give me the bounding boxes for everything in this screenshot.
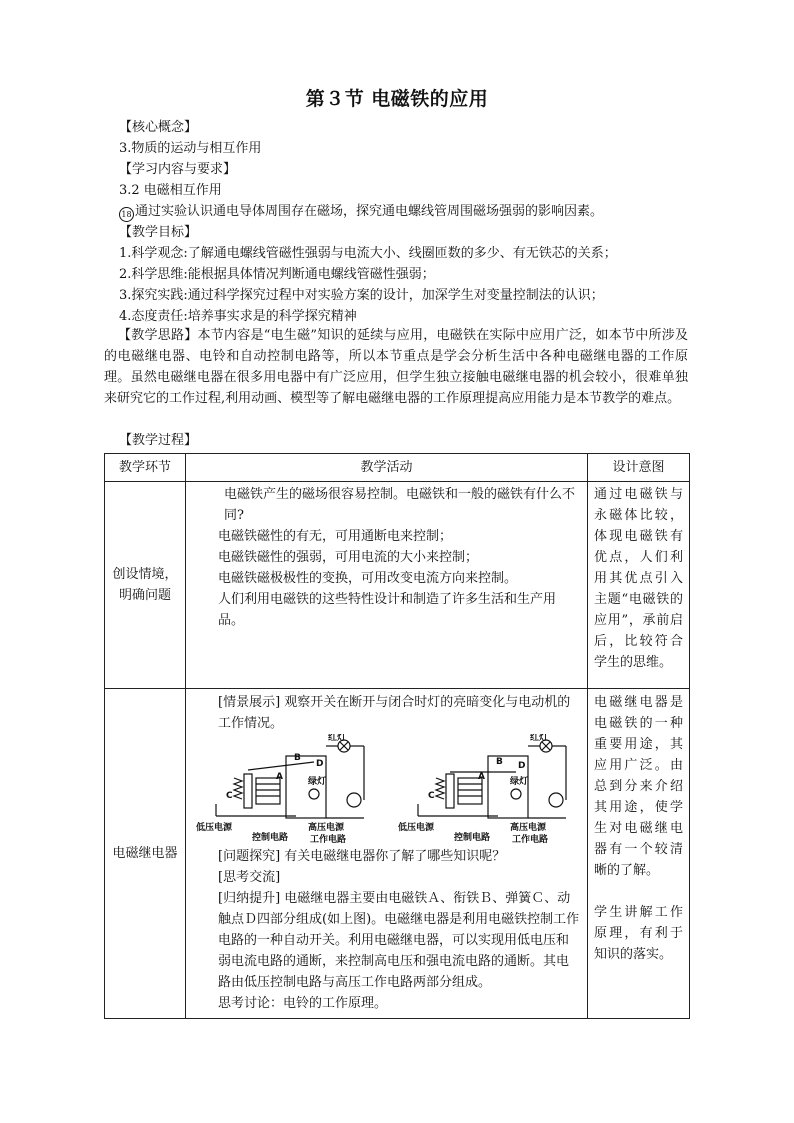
fig-label-control: 控制电路 [454,833,491,843]
row2-stage: 电磁继电器 [105,689,186,1019]
goal-item-1: 1.科学观念:了解通电螺线管磁性强弱与电流大小、线圈匝数的多少、有无铁芯的关系； [119,246,617,261]
fig-label-low-source: 低压电源 [398,823,435,833]
requirements-heading: 【学习内容与要求】 [119,162,237,177]
row1-activity-line: 电磁铁磁极极性的变换，可用改变电流方向来控制。 [218,571,518,586]
header-stage: 教学环节 [105,454,186,482]
row1-stage: 创设情境，明确问题 [105,482,186,689]
discussion-text: 思考讨论：电铃的工作原理。 [218,996,388,1011]
fig-label-low-source: 低压电源 [196,823,233,833]
goals-heading: 【教学目标】 [119,225,198,240]
row2-design-1: 电磁继电器是电磁铁的一种重要用途，其应用广泛。由总到分来介绍其用途，使学生对电磁继电器有一个较清晰的了解。 [594,695,683,878]
fig-label-high-source: 高压电源 [510,823,547,833]
fig-label-work: 工作电路 [310,835,347,845]
row1-design: 通过电磁铁与永磁体比较，体现电磁铁有优点，人们利用其优点引入主题“电磁铁的应用”，承前启后，比较符合学生的思维。 [588,482,690,689]
header-activity: 教学活动 [186,454,588,482]
requirements-item-1: 3.2 电磁相互作用 [119,183,222,198]
row2-activity [186,689,588,1019]
header-design: 设计意图 [588,454,690,482]
thinking-text: 本节内容是“电生磁”知识的延续与应用，电磁铁在实际中应用广泛，如本节中所涉及的电磁继电器、电铃和自动控制电路等，所以本节重点是学会分析生活中各种电磁继电器的工作原理。虽然电磁继电器在很多用电器中有广泛应用，但学生独立接触电磁继电器的机会较小，很难单独来研究它的工作过程,利用动画、模型等了解电磁继电器的工作原理提高应用能力是本节教学的难点。 [104,328,688,406]
circled-number-icon: 18 [119,207,134,222]
fig-label-green-lamp: 绿灯 [510,777,529,787]
row1-activity-line: 电磁铁磁性的有无，可用通断电来控制； [218,529,453,544]
fig-label-high-source: 高压电源 [308,823,345,833]
thinking-label: 【教学思路】 [118,328,198,343]
relay-figures [192,734,581,846]
page-title: 第３节 电磁铁的应用 [305,88,489,110]
summary-text: [归纳提升] 电磁继电器主要由电磁铁Ａ、衔铁Ｂ、弹簧Ｃ、动触点Ｄ四部分组成(如上图)。电磁继电器是利用电磁铁控制工作电路的一种自动开关。利用电磁继电器，可以实现用低电压和弱电流电路的通断，来控制高电压和强电流电路的通断。其电路由低压控制电路与高压工作电路两部分组成。 [218,891,580,990]
fig-label-A: A [478,772,485,782]
process-heading: 【教学过程】 [119,433,198,448]
fig-label-B: B [294,753,301,763]
fig-label-work: 工作电路 [512,835,549,845]
table-row [105,482,690,689]
fig-label-B: B [496,757,503,767]
goal-item-2: 2.科学思维:能根据具体情况判断通电螺线管磁性强弱； [119,267,435,282]
relay-diagram-closed [398,734,588,846]
goal-item-3: 3.探究实践:通过科学探究过程中对实验方案的设计，加深学生对变量控制法的认识； [119,288,604,303]
row1-activity-line: 人们利用电磁铁的这些特性设计和制造了许多生活和生产用品。 [218,592,557,628]
fig-label-control: 控制电路 [252,833,289,843]
question-text: [问题探究] 有关电磁继电器你了解了哪些知识呢？ [218,849,506,864]
teaching-process-table [104,453,690,1019]
teaching-thinking-paragraph [104,325,688,409]
fig-label-D: D [316,759,324,769]
exchange-text: [思考交流] [218,870,281,885]
fig-label-red-lamp: 红灯 [328,734,347,743]
row1-activity-line: 电磁铁产生的磁场很容易控制。电磁铁和一般的磁铁有什么不同? [224,487,576,523]
goal-item-4: 4.态度责任:培养事实求是的科学探究精神 [119,309,357,324]
fig-label-C: C [226,791,233,801]
fig-label-C: C [428,791,435,801]
row2-design-2: 学生讲解工作原理，有利于知识的落实。 [594,905,683,962]
fig-label-A: A [276,772,283,782]
row1-activity-line: 电磁铁磁性的强弱，可用电流的大小来控制； [218,550,479,565]
table-header-row [105,454,690,482]
core-heading: 【核心概念】 [119,120,198,135]
scene-text: [情景展示] 观察开关在断开与闭合时灯的亮暗变化与电动机的工作情况。 [218,695,571,731]
fig-label-green-lamp: 绿灯 [308,777,327,787]
requirements-item-2 [119,204,603,222]
fig-label-red-lamp: 红灯 [530,734,549,743]
fig-label-D: D [518,761,526,771]
requirements-item-2-text: 通过实验认识通电导体周围存在磁场，探究通电螺线管周围磁场强弱的影响因素。 [135,204,604,219]
row2-design [588,689,690,1019]
core-item: 3.物质的运动与相互作用 [119,141,262,156]
relay-diagram-open [196,734,386,846]
table-row [105,689,690,1019]
row1-activity [186,482,588,689]
